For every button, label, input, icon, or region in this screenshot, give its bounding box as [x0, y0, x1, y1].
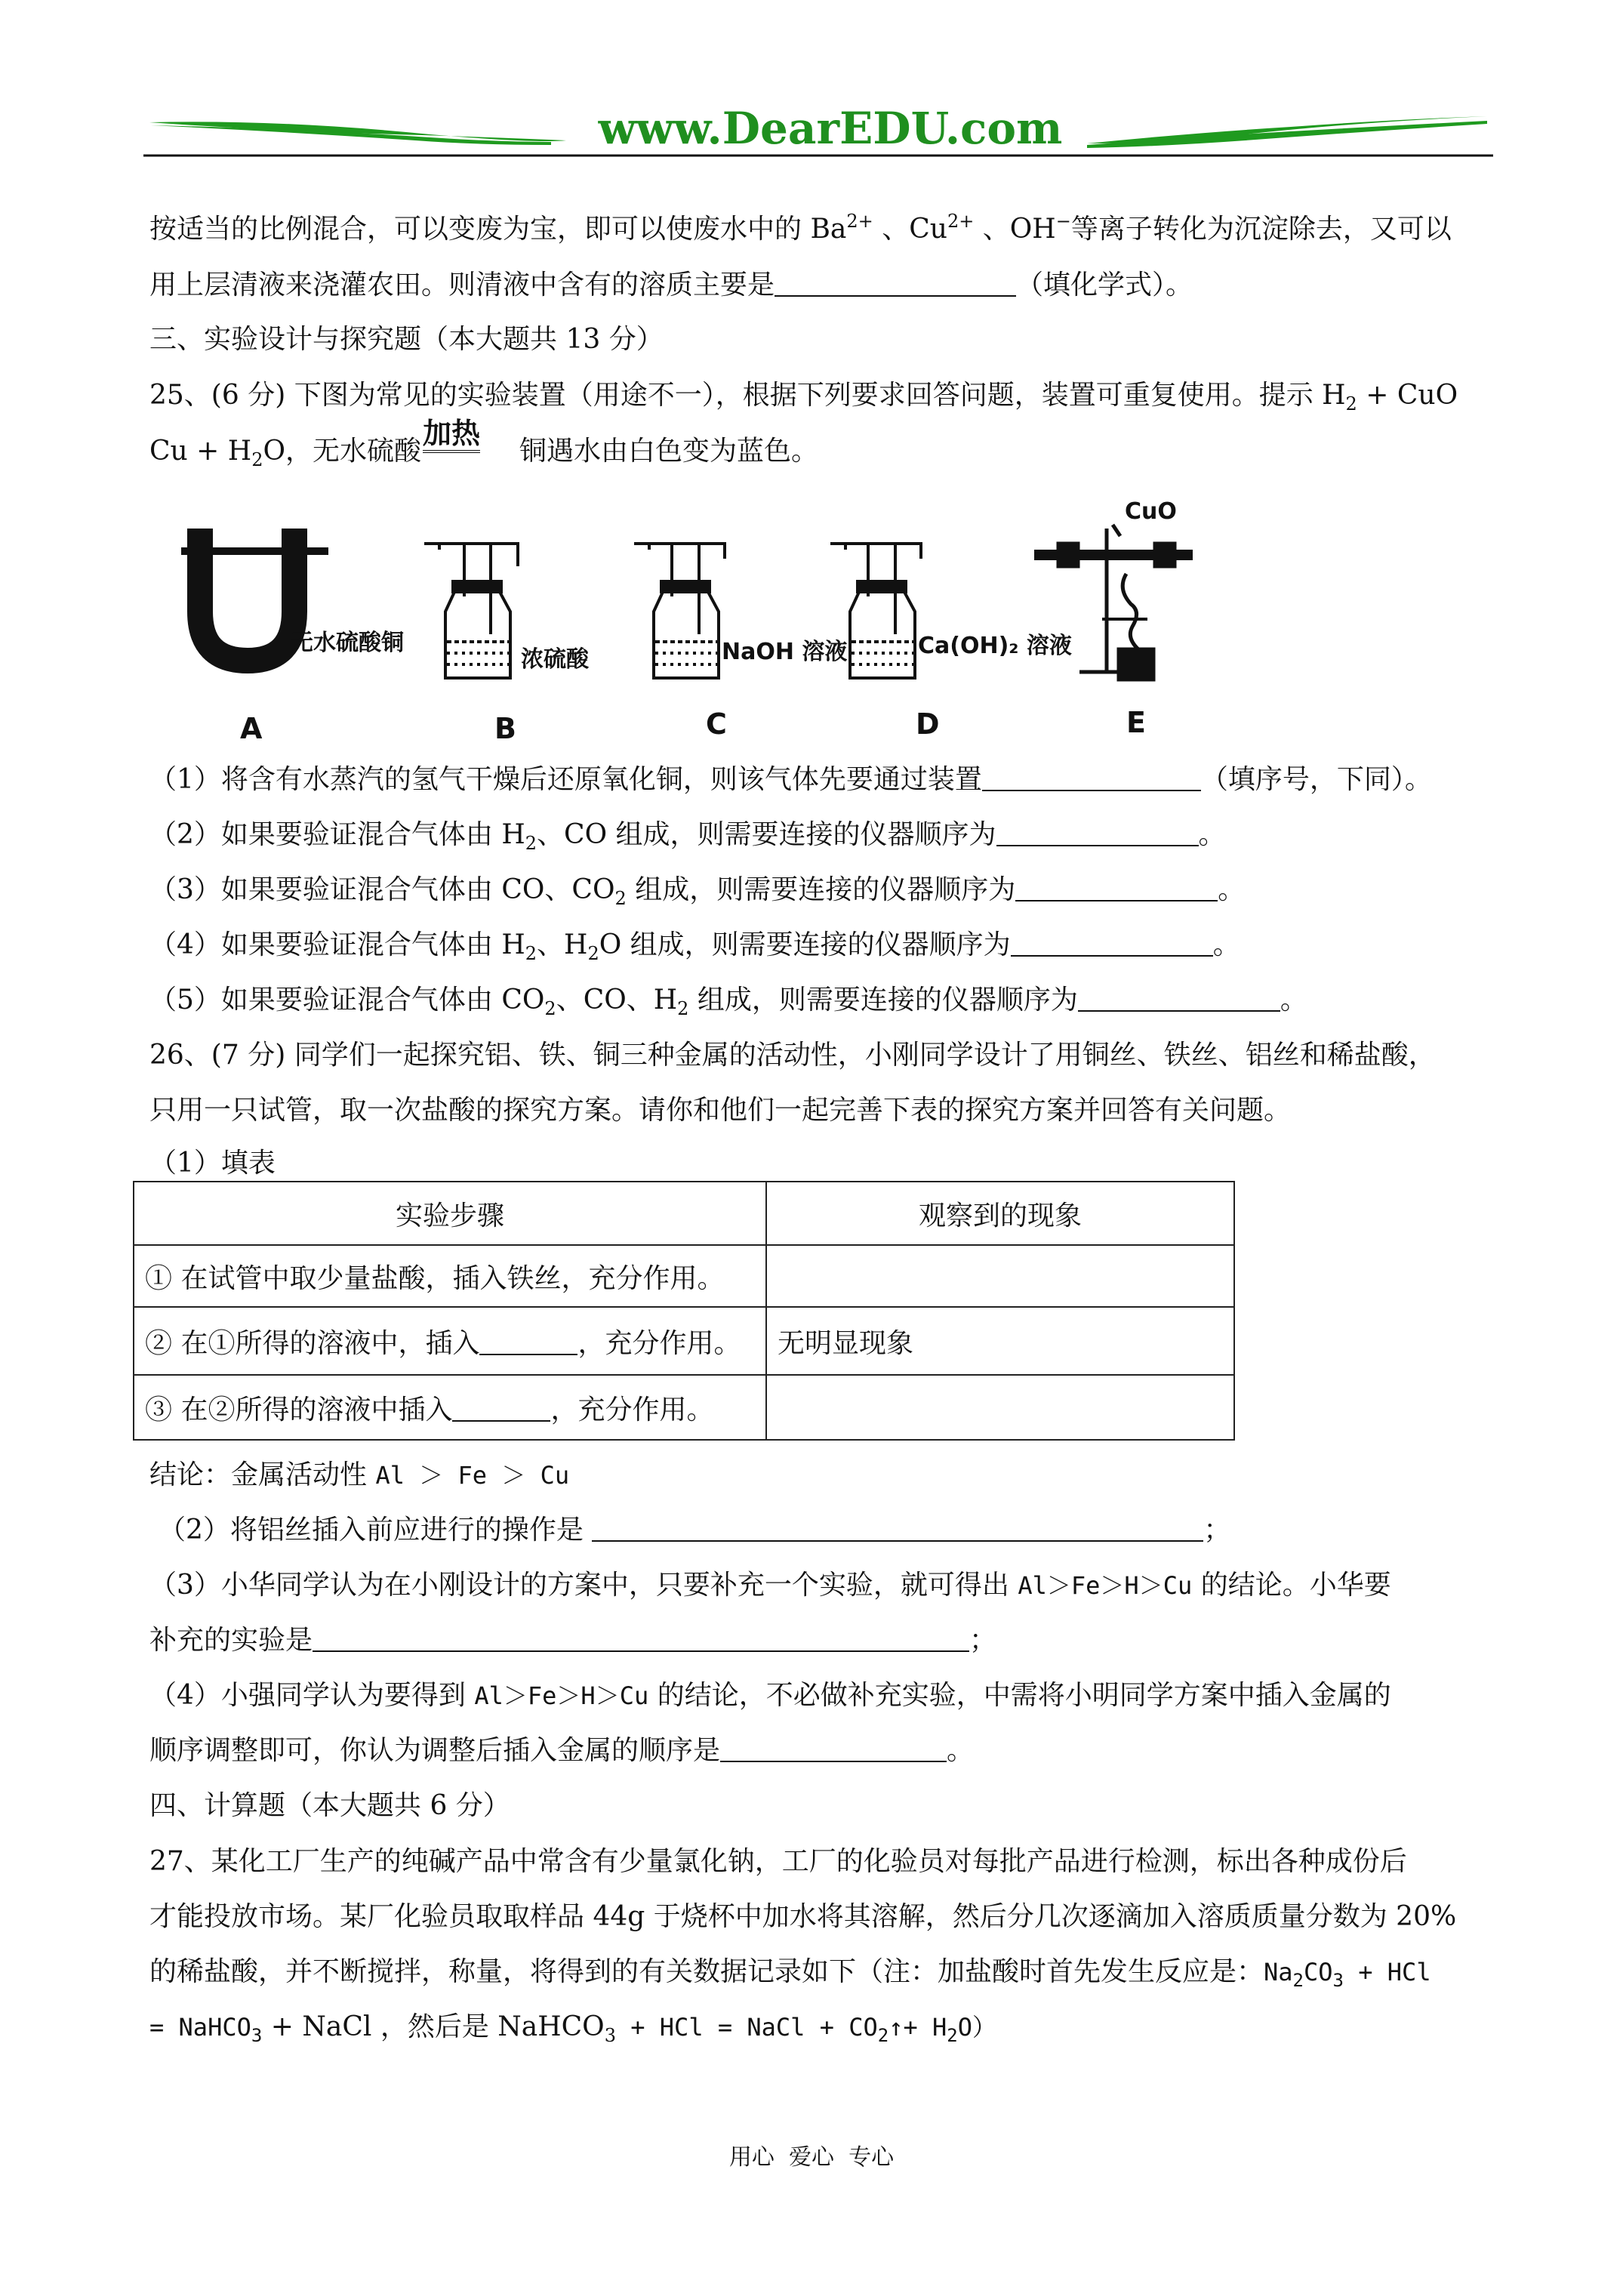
apparatus-drawing: [174, 498, 1246, 747]
conclusion-line: 结论：金属活动性 Al ＞ Fe ＞ Cu: [149, 1459, 570, 1490]
q27-line-4: = NaHCO$_3$ + NaCl ，然后是 NaHCO$_3$ + HCl = NaCl + $CO_2↑+ H_2O$）: [149, 2011, 997, 2046]
experiment-table: [133, 1181, 1235, 1441]
letter-d: D: [916, 707, 940, 741]
blank-p4[interactable]: [720, 1734, 947, 1762]
label-anhydrous-copper-sulfate: 无水硫酸铜: [291, 630, 404, 656]
q26-line-2: 只用一只试管，取一次盐酸的探究方案。请你和他们一起完善下表的探究方案并回答有关问题。: [149, 1095, 1292, 1126]
table-cell-obs-3[interactable]: [766, 1375, 1234, 1440]
q25-line-2-tail: 铜遇水由白色变为蓝色。: [519, 436, 819, 467]
q27-line-3: 的稀盐酸，并不断搅拌，称量，将得到的有关数据记录如下（注：加盐酸时首先发生反应是：$Na_2CO_3$ + HCl: [149, 1956, 1431, 1991]
site-logo-text: www.DearEDU.com: [598, 103, 1063, 154]
table-header-steps: 实验步骤: [134, 1182, 766, 1245]
blank-step-2[interactable]: [479, 1327, 577, 1355]
letter-c: C: [706, 707, 727, 741]
label-conc-sulfuric-acid: 浓硫酸: [521, 646, 589, 673]
q26-line-3: （1）填表: [149, 1148, 276, 1179]
table-cell-step-1: ① 在试管中取少量盐酸，插入铁丝，充分作用。: [134, 1245, 766, 1307]
apparatus-figure: [174, 498, 1246, 747]
table-header-row: [134, 1182, 1234, 1245]
table-row: [134, 1245, 1234, 1307]
section-3-title: 三、实验设计与探究题（本大题共 13 分）: [149, 324, 664, 355]
q25-line-1: 25、(6 分) 下图为常见的实验装置（用途不一），根据下列要求回答问题，装置可重复使用。提示 $H_2$ + CuO: [149, 380, 1458, 415]
table-cell-obs-1[interactable]: [766, 1245, 1234, 1307]
gas-bottle-c-icon: [634, 544, 725, 678]
table-row: [134, 1307, 1234, 1375]
label-naoh-solution: NaOH 溶液: [722, 639, 848, 665]
heat-condition-label: 加热: [423, 417, 480, 453]
letter-b: B: [494, 712, 516, 745]
q26-part-4-line-2: 顺序调整即可，你认为调整后插入金属的顺序是 。: [149, 1735, 975, 1766]
table-header-observations: 观察到的现象: [766, 1182, 1234, 1245]
q26-part-4-line-1: （4）小强同学认为要得到 Al＞Fe＞H＞Cu 的结论，不必做补充实验，中需将小明同学方案中插入金属的: [149, 1680, 1391, 1711]
intro-line-1: 按适当的比例混合，可以变废为宝，即可以使废水中的 $Ba^{2+}$ 、$Cu^{2+}$ 、OH−等离子转化为沉淀除去，又可以: [149, 211, 1452, 245]
blank-p2[interactable]: [592, 1513, 1203, 1542]
section-4-title: 四、计算题（本大题共 6 分）: [149, 1790, 510, 1821]
q25-line-2: $Cu + H_2O$，无水硫酸: [149, 436, 421, 470]
q25-item-4: （4）如果要验证混合气体由 $H_2$、$H_2O$ 组成，则需要连接的仪器顺序为 。: [149, 929, 1240, 964]
letter-e: E: [1126, 706, 1146, 739]
table-row: [134, 1375, 1234, 1440]
q26-part-2: （2）将铝丝插入前应进行的操作是 ；: [159, 1515, 1231, 1546]
letter-a: A: [240, 712, 263, 745]
table-cell-step-3: ③ 在②所得的溶液中插入 ，充分作用。: [134, 1375, 766, 1440]
q25-item-3: （3）如果要验证混合气体由 CO、$CO_2$ 组成，则需要连接的仪器顺序为 。: [149, 874, 1246, 909]
blank-step-3[interactable]: [452, 1393, 550, 1422]
q25-item-1: （1）将含有水蒸汽的氢气干燥后还原氧化铜，则该气体先要通过装置 （填序号，下同）。: [149, 764, 1432, 795]
table-cell-step-2: ② 在①所得的溶液中，插入 ，充分作用。: [134, 1307, 766, 1375]
header-banner: [143, 103, 1495, 166]
q26-part-3-line-1: （3）小华同学认为在小刚设计的方案中，只要补充一个实验，就可得出 Al＞Fe＞H＞Cu 的结论。小华要: [149, 1570, 1391, 1601]
intro-line-2: 用上层清液来浇灌农田。则清液中含有的溶质主要是 （填化学式）。: [149, 270, 1193, 300]
apparatus-letters: [240, 706, 1146, 745]
gas-bottle-b-icon: [424, 544, 518, 678]
q27-line-2: 才能投放市场。某厂化验员取取样品 44g 于烧杯中加水将其溶解，然后分几次逐滴加入溶质质量分数为 20%: [149, 1901, 1457, 1932]
blank-p3[interactable]: [313, 1623, 969, 1652]
q25-item-2: （2）如果要验证混合气体由 $H_2$、CO 组成，则需要连接的仪器顺序为 。: [149, 819, 1226, 854]
q26-part-3-line-2: 补充的实验是 ；: [149, 1625, 997, 1656]
label-caoh2-solution: Ca(OH)₂ 溶液: [918, 633, 1072, 659]
q26-line-1: 26、(7 分) 同学们一起探究铝、铁、铜三种金属的活动性，小刚同学设计了用铜丝、铁丝、铝丝和稀盐酸，: [149, 1040, 1436, 1071]
table-cell-obs-2: 无明显现象: [766, 1307, 1234, 1375]
q25-item-5: （5）如果要验证混合气体由 $CO_2$、CO、$H_2$ 组成，则需要连接的仪器顺序为 。: [149, 985, 1307, 1019]
q27-line-1: 27、某化工厂生产的纯碱产品中常含有少量氯化钠，工厂的化验员对每批产品进行检测，标出各种成份后: [149, 1846, 1407, 1877]
label-cuo: CuO: [1125, 498, 1177, 525]
page-footer: 用心 爱心 专心: [728, 2144, 895, 2171]
